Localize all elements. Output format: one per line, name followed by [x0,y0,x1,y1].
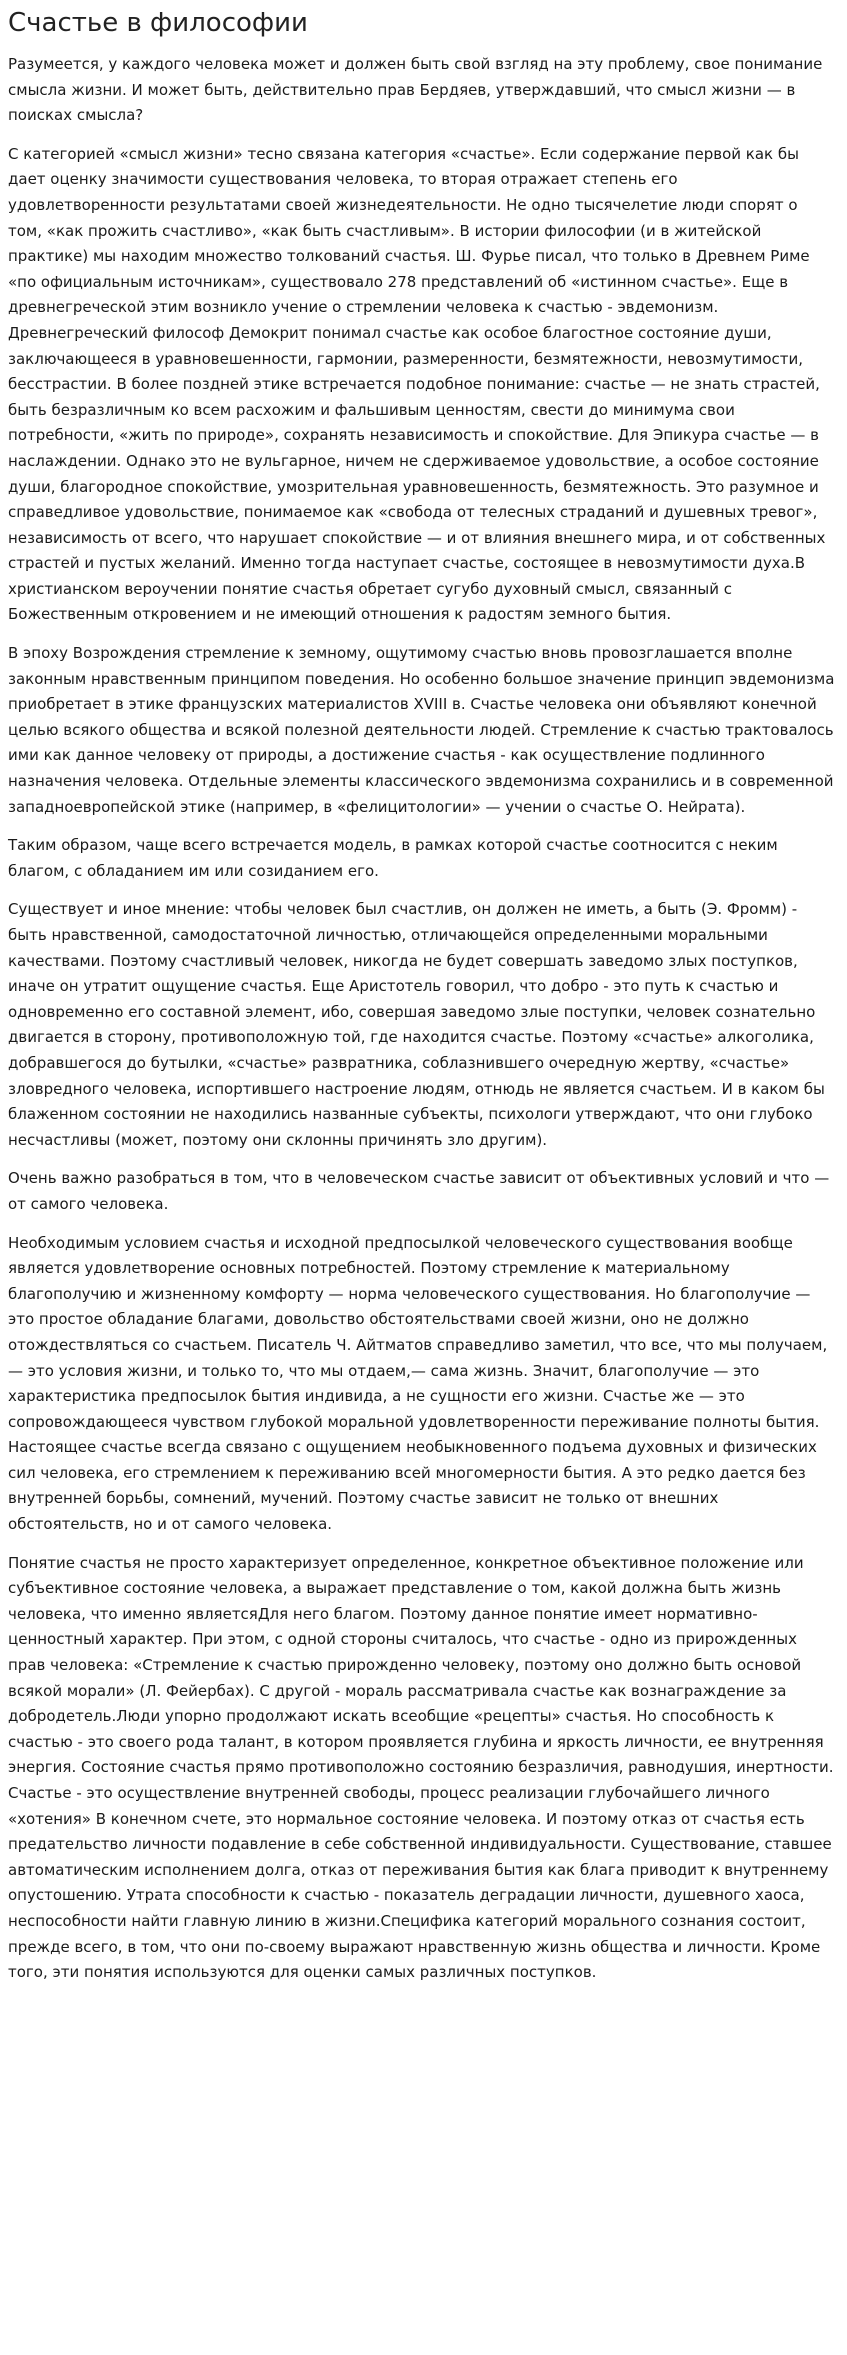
paragraph-necessary-condition: Необходимым условием счастья и исходной предпосылкой человеческого существования вообще является удовлетворение основных потребностей. Поэтому стремление к материальному благополучию и жизненному комфорту — норма человеческого существования. Но благополучие — это простое обладание благами, довольство обстоятельствами своей жизни, оно не должно отождествляться со счастьем. Писатель Ч. Айтматов справедливо заметил, что все, что мы получаем,— это условия жизни, и только то, что мы отдаем,— сама жизнь. Значит, благополучие — это характеристика предпосылок бытия индивида, а не сущности его жизни. Счастье же — это сопровождающееся чувством глубокой моральной удовлетворенности переживание полноты бытия. Настоящее счастье всегда связано с ощущением необыкновенного подъема духовных и физических сил человека, его стремлением к переживанию всей многомерности бытия. А это редко дается без внутренней борьбы, сомнений, мучений. Поэтому счастье зависит не только от внешних обстоятельств, но и от самого человека. [8,1233,828,1534]
paragraph-concept-of-happiness: Понятие счастья не просто характеризует определенное, конкретное объективное положение или субъективное состояние человека, а выражает представление о том, какой должна быть жизнь человека, что именно являетсяДля него благом. Поэтому данное понятие имеет нормативно-ценностный характер. При этом, с одной стороны считалось, что счастье - одно из прирожденных прав человека: «Стремление к счастью прирожденно человеку, поэтому оно должно быть основой всякой морали» (Л. Фейербах). С другой - мораль рассматривала счастье как вознаграждение за добродетель.Люди упорно продолжают искать всеобщие «рецепты» счастья. Но способность к счастью - это своего рода талант, в котором проявляется глубина и яркость личности, ее внутренняя энергия. Состояние счастья прямо противоположно состоянию безразличия, равнодушия, инертности. Счастье - это осуществление внутренней свободы, процесс реализации глубочайшего личного «хотения» В конечном счете, это нормальное состояние человека. И поэтому отказ от счастья есть предательство личности подавление в себе собственной индивидуальности. Существование, ставшее автоматическим исполнением долга, отказ от переживания бытия как блага приводит к внутреннему опустошению. Утрата способности к счастью - показатель деградации личности, душевного хаоса, неспособности найти главную линию в жизни.Специфика категорий морального сознания состоит, прежде всего, в том, что они по-своему выражают нравственную жизнь общества и личности. Кроме того, эти понятия используются для оценки самых различных поступков. [8,1553,834,1982]
paragraph-category-of-happiness: С категорией «смысл жизни» тесно связана категория «счастье». Если содержание первой как бы дает оценку значимости существования человека, то вторая отражает степень его удовлетворенности результатами своей жизнедеятельности. Не одно тысячелетие люди спорят о том, «как прожить счастливо», «как быть счастливым». В истории философии (и в житейской практике) мы находим множество толкований счастья. Ш. Фурье писал, что только в Древнем Риме «по официальным источникам», существовало 278 представлений об «истинном счастье». Еще в древнегреческой этим возникло учение о стремлении человека к счастью - эвдемонизм. Древнегреческий философ Демокрит понимал счастье как особое благостное состояние души, заключающееся в уравновешенности, гармонии, размеренности, безмятежности, невозмутимости, бесстрастии. В более поздней этике встречается подобное понимание: счастье — не знать страстей, быть безразличным ко всем расхожим и фальшивым ценностям, свести до минимума свои потребности, «жить по природе», сохранять независимость и спокойствие. Для Эпикура счастье — в наслаждении. Однако это не вульгарное, ничем не сдерживаемое удовольствие, а особое состояние души, благородное спокойствие, умозрительная уравновешенность, безмятежность. Это разумное и справедливое удовольствие, понимаемое как «свобода от телесных страданий и душевных тревог», независимость от всего, что нарушает спокойствие — и от влияния внешнего мира, и от собственных страстей и пустых желаний. Именно тогда наступает счастье, состоящее в невозмутимости духа.В христианском вероучении понятие счастья обретает сугубо духовный смысл, связанный с Божественным откровением и не имеющий отношения к радостям земного бытия. [8,144,826,624]
paragraph-objective-conditions: Очень важно разобраться в том, что в человеческом счастье зависит от объективных условий и что — от самого человека. [8,1169,830,1213]
paragraph-meaning-of-life: Разумеется, у каждого человека может и должен быть свой взгляд на эту проблему, свое понимание смысла жизни. И может быть, действительно прав Бердяев, утверждавший, что смысл жизни — в поисках смысла? [8,55,823,125]
paragraph-renaissance: В эпоху Возрождения стремление к земному, ощутимому счастью вновь провозглашается вполне законным нравственным принципом поведения. Но особенно большое значение принцип эвдемонизма приобретает в этике французских материалистов XVIII в. Счастье человека они объявляют конечной целью всякого общества и всякой полезной деятельности людей. Стремление к счастью трактовалось ими как данное человеку от природы, а достижение счастья - как осуществление подлинного назначения человека. Отдельные элементы классического эвдемонизма сохранились и в современной западноевропейской этике (например, в «фелицитологии» — учении о счастье О. Нейрата). [8,644,835,816]
paragraph-other-opinion: Существует и иное мнение: чтобы человек был счастлив, он должен не иметь, а быть (Э. Фромм) - быть нравственной, самодостаточной личностью, отличающейся определенными моральными качествами. Поэтому счастливый человек, никогда не будет совершать заведомо злых поступков, иначе он утратит ощущение счастья. Еще Аристотель говорил, что добро - это путь к счастью и одновременно его составной элемент, ибо, совершая заведомо злые поступки, человек сознательно двигается в сторону, противоположную той, где находится счастье. Поэтому «счастье» алкоголика, добравшегося до бутылки, «счастье» развратника, соблазнившего очередную жертву, «счастье» зловредного человека, испортившего настроение людям, отнюдь не является счастьем. И в каком бы блаженном состоянии не находились названные субъекты, психологи утверждают, что они глубоко несчастливы (может, поэтому они склонны причинять зло другим). [8,900,825,1149]
page-title: Счастье в философии [8,8,308,38]
paragraph-model-of-good: Таким образом, чаще всего встречается модель, в рамках которой счастье соотносится с неким благом, с обладанием им или созиданием его. [8,836,778,880]
